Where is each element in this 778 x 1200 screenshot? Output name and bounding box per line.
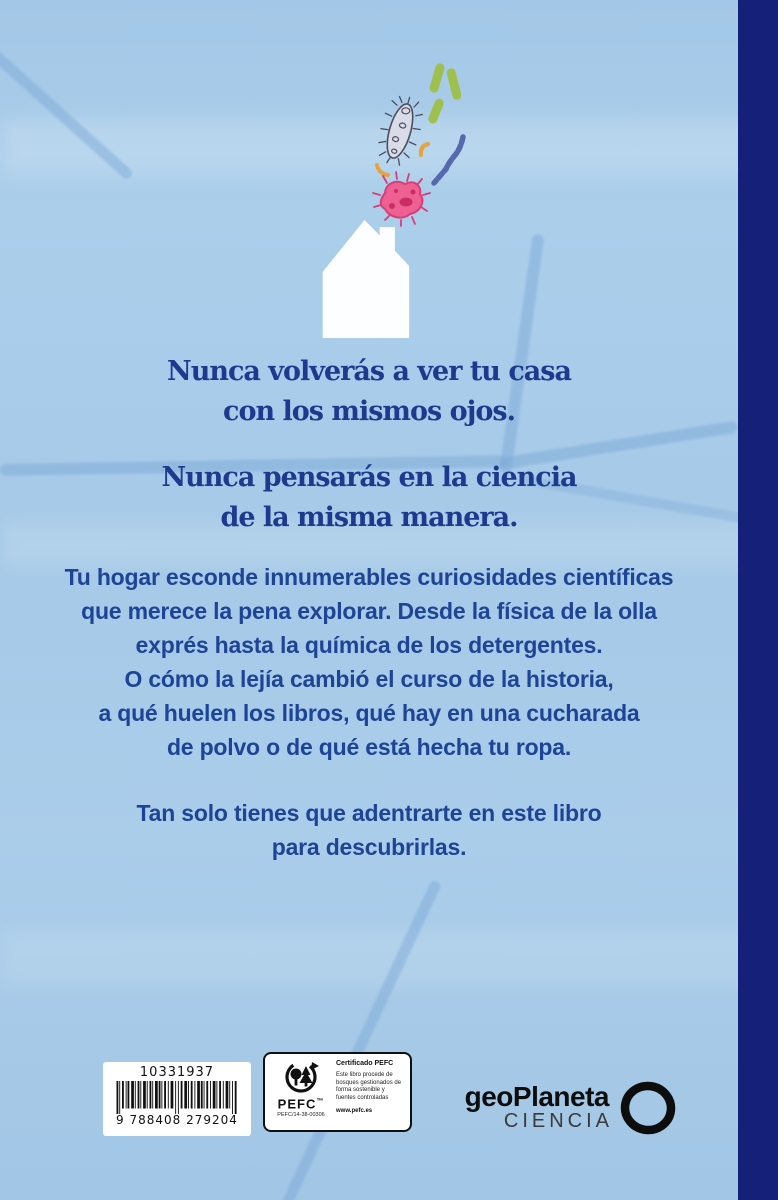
microbes-illustration [357,55,477,227]
headline-line: Nunca pensarás en la ciencia [161,462,577,493]
barcode-icon [116,1081,238,1114]
headline-line: de la misma manera. [220,502,518,533]
synopsis-line: de polvo o de qué está hecha tu ropa. [166,734,572,760]
pink-amoeba-icon [373,172,430,226]
gray-bacterium-icon [372,92,428,169]
publisher-logo [465,1080,677,1136]
closing-line: para descubrirlas. [271,834,467,860]
synopsis-line: que merece la pena explorar. Desde la física de la olla [81,598,657,624]
publisher-ring-icon [619,1080,677,1136]
spine-strip [738,0,778,1200]
publisher-imprint: CIENCIA [503,1110,613,1132]
synopsis-line: a qué huelen los libros, qué hay en una cucharada [98,700,640,726]
barcode-top-number: 10331937 [139,1065,215,1080]
pefc-title: Certificado PEFC [336,1060,394,1067]
barcode-isbn-digits: 9 788408 279204 [116,1113,238,1127]
pefc-label [263,1052,412,1132]
green-bacteria-icon [427,62,462,124]
pefc-license-code: PEFC/14-38-00306 [277,1112,325,1119]
synopsis-line: Tu hogar esconde innumerables curiosidades científicas [64,564,674,590]
closing-paragraph [0,796,738,864]
publisher-name: geoPlaneta [464,1081,609,1112]
closing-line: Tan solo tienes que adentrarte en este libro [136,800,602,826]
pefc-description: Este libro procede de bosques gestionados de forma sostenible y fuentes controladas [336,1072,402,1101]
headline-ciencia [0,458,738,538]
house-icon [317,220,412,338]
headline-line: Nunca volverás a ver tu casa [167,356,571,387]
barcode-sticker [103,1062,251,1136]
synopsis-line: exprés hasta la química de los detergentes. [135,632,603,658]
synopsis-line: O cómo la lejía cambió el curso de la historia, [124,666,614,692]
pefc-trees-icon [282,1060,320,1096]
pefc-website: www.pefc.es [336,1108,373,1114]
headline-casa [0,352,738,432]
headline-line: con los mismos ojos. [223,396,515,427]
pefc-acronym: PEFC™ [277,1096,325,1112]
blue-chain-microbe-icon [434,137,463,183]
synopsis-paragraph [0,560,738,764]
